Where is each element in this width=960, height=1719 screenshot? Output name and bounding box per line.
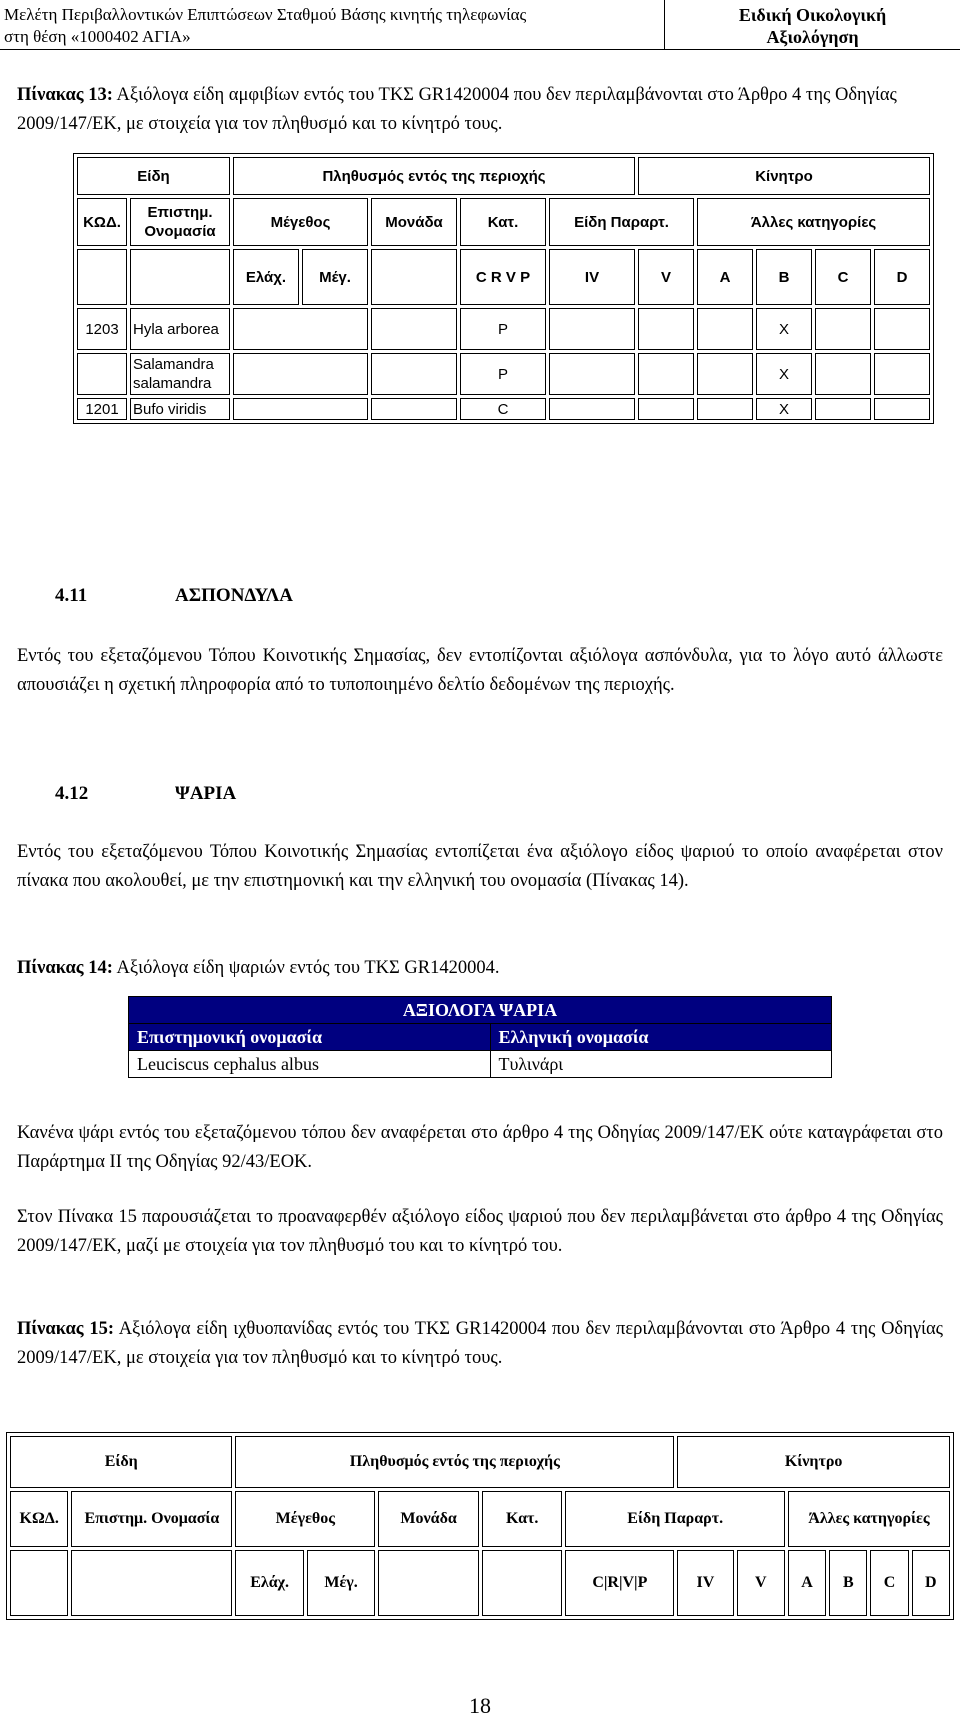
table15 <box>6 1432 954 1620</box>
section-title: ΑΣΠΟΝΔΥΛΑ <box>175 585 293 606</box>
header-section-title <box>665 0 960 53</box>
table13 <box>73 153 934 424</box>
t13-sub-crvp: C R V P <box>460 249 546 305</box>
t13-cell-c <box>815 398 871 420</box>
t15-sub-empty <box>378 1550 479 1616</box>
t13-cell-v <box>638 353 694 395</box>
t13-cell-cat: P <box>460 308 546 350</box>
t15-col-size: Μέγεθος <box>235 1491 375 1547</box>
t13-sub-max: Μέγ. <box>302 249 368 305</box>
t15-col-cat: Κατ. <box>482 1491 563 1547</box>
table-row <box>77 353 930 395</box>
table13-caption-label: Πίνακας 13: <box>17 85 113 105</box>
t15-group-motive: Κίνητρο <box>677 1436 950 1488</box>
t13-cell-code: 1201 <box>77 398 127 420</box>
t13-sub-d: D <box>874 249 930 305</box>
t13-col-sciname: Επιστημ. Ονομασία <box>130 198 230 246</box>
t13-cell-d <box>874 308 930 350</box>
paragraph-no-fish: Κανένα ψάρι εντός του εξεταζόμενου τόπου δεν αναφέρεται στο άρθρο 4 της Οδηγίας 2009/147/ΕΚ ούτε καταγράφεται στο Παράρτημα ΙΙ της Οδηγίας 92/43/ΕΟΚ. <box>17 1123 943 1172</box>
t15-sub-crvp: C|R|V|P <box>565 1550 674 1616</box>
t13-sub-iv: IV <box>549 249 635 305</box>
t13-group-motive: Κίνητρο <box>638 157 930 195</box>
t15-sub-d: D <box>912 1550 950 1616</box>
t13-col-size: Μέγεθος <box>233 198 368 246</box>
paragraph-table15-intro: Στον Πίνακα 15 παρουσιάζεται το προαναφερθέν αξιόλογο είδος ψαριού που δεν περιλαμβάνεται στο άρθρο 4 της Οδηγίας 2009/147/ΕΚ, μαζί με στοιχεία για τον πληθυσμό του και το κίνητρό του. <box>17 1207 943 1256</box>
t13-cell-name: Salamandra salamandra <box>130 353 230 395</box>
t13-col-cat: Κατ. <box>460 198 546 246</box>
t15-sub-v: V <box>737 1550 785 1616</box>
t13-col-other: Άλλες κατηγορίες <box>697 198 930 246</box>
t13-cell-iv <box>549 353 635 395</box>
t13-cell-size <box>233 398 368 420</box>
header-title-line2: στη θέση «1000402 ΑΓΙΑ» <box>4 27 191 46</box>
section-4-12-heading <box>55 783 236 805</box>
t15-sub-iv: IV <box>677 1550 733 1616</box>
t13-cell-a <box>697 353 753 395</box>
t15-col-annex: Είδη Παραρτ. <box>565 1491 784 1547</box>
t14-cell-scientific: Leuciscus cephalus albus <box>129 1051 491 1078</box>
header-section-line2: Αξιολόγηση <box>766 27 859 47</box>
t13-group-population: Πληθυσμός εντός της περιοχής <box>233 157 635 195</box>
t15-col-code: ΚΩΔ. <box>10 1491 68 1547</box>
t13-sub-a: A <box>697 249 753 305</box>
t13-cell-unit <box>371 353 457 395</box>
header-title-line1: Μελέτη Περιβαλλοντικών Επιπτώσεων Σταθμού Βάσης κινητής τηλεφωνίας <box>4 5 527 24</box>
table14 <box>128 996 832 1078</box>
t13-cell-code: 1203 <box>77 308 127 350</box>
t15-sub-min: Ελάχ. <box>235 1550 303 1616</box>
t13-sub-empty <box>371 249 457 305</box>
t13-col-annex: Είδη Παραρτ. <box>549 198 694 246</box>
table-row <box>129 1051 832 1078</box>
section-4-11-heading <box>55 585 293 607</box>
header-section-line1: Ειδική Οικολογική <box>738 5 887 25</box>
t15-sub-a: A <box>788 1550 826 1616</box>
t13-cell-unit <box>371 308 457 350</box>
t13-cell-size <box>233 353 368 395</box>
t13-cell-c <box>815 353 871 395</box>
t15-sub-empty <box>71 1550 232 1616</box>
t13-cell-d <box>874 353 930 395</box>
table15-caption-text: Αξιόλογα είδη ιχθυοπανίδας εντός του ΤΚΣ GR1420004 που δεν περιλαμβάνονται στο Άρθρο 4 της Οδηγίας 2009/147/ΕΚ, με στοιχεία για τον πληθυσμό και το κίνητρό τους. <box>17 1319 943 1368</box>
t15-col-sciname: Επιστημ. Ονομασία <box>71 1491 232 1547</box>
t13-cell-code <box>77 353 127 395</box>
t15-col-other: Άλλες κατηγορίες <box>788 1491 950 1547</box>
t13-sub-b: B <box>756 249 812 305</box>
page-header <box>0 0 960 50</box>
t13-cell-v <box>638 308 694 350</box>
table-row <box>77 398 930 420</box>
t13-cell-b: X <box>756 398 812 420</box>
table-row <box>77 308 930 350</box>
table15-caption <box>17 1315 943 1373</box>
t13-cell-name: Bufo viridis <box>130 398 230 420</box>
t14-cell-greek: Τυλινάρι <box>490 1051 832 1078</box>
section-4-11-paragraph: Εντός του εξεταζόμενου Τόπου Κοινοτικής Σημασίας, δεν εντοπίζονται αξιόλογα ασπόνδυλα, για το λόγο αυτό άλλωστε απουσιάζει η σχετική πληροφορία από το τυποποιημένο δελτίο δεδομένων της περιοχής. <box>17 646 943 695</box>
t14-title: ΑΞΙΟΛΟΓΑ ΨΑΡΙΑ <box>129 997 832 1024</box>
t13-sub-min: Ελάχ. <box>233 249 299 305</box>
t13-cell-iv <box>549 398 635 420</box>
t13-cell-b: X <box>756 353 812 395</box>
t15-group-species: Είδη <box>10 1436 232 1488</box>
t13-col-code: ΚΩΔ. <box>77 198 127 246</box>
table14-caption-label: Πίνακας 14: <box>17 958 113 978</box>
table14-caption <box>17 954 943 983</box>
section-number: 4.11 <box>55 585 88 606</box>
section-4-12-paragraph: Εντός του εξεταζόμενου Τόπου Κοινοτικής Σημασίας εντοπίζεται ένα αξιόλογο είδος ψαριού το οποίο αναφέρεται στον πίνακα που ακολουθεί, με την επιστημονική και την ελληνική του ονομασία (Πίνακας 14). <box>17 842 943 891</box>
t13-cell-b: X <box>756 308 812 350</box>
t13-sub-empty <box>130 249 230 305</box>
table13-caption-text: Αξιόλογα είδη αμφιβίων εντός του ΤΚΣ GR1420004 που δεν περιλαμβάνονται στο Άρθρο 4 της Οδηγίας 2009/147/ΕΚ, με στοιχεία για τον πληθυσμό και το κίνητρό τους. <box>17 85 897 134</box>
t15-sub-empty <box>10 1550 68 1616</box>
t13-cell-cat: C <box>460 398 546 420</box>
t15-sub-max: Μέγ. <box>307 1550 375 1616</box>
t14-col-greek: Ελληνική ονομασία <box>490 1024 832 1051</box>
t13-cell-cat: P <box>460 353 546 395</box>
t13-cell-a <box>697 308 753 350</box>
t13-cell-unit <box>371 398 457 420</box>
t13-col-unit: Μονάδα <box>371 198 457 246</box>
t13-cell-iv <box>549 308 635 350</box>
t13-cell-v <box>638 398 694 420</box>
table13-caption <box>17 81 943 139</box>
t13-group-species: Είδη <box>77 157 230 195</box>
t13-cell-d <box>874 398 930 420</box>
t13-cell-name: Hyla arborea <box>130 308 230 350</box>
page-number: 18 <box>469 1693 491 1718</box>
table15-caption-label: Πίνακας 15: <box>17 1319 114 1339</box>
table14-caption-text: Αξιόλογα είδη ψαριών εντός του ΤΚΣ GR1420004. <box>112 958 500 978</box>
t15-col-unit: Μονάδα <box>378 1491 479 1547</box>
header-document-title <box>0 0 665 49</box>
t13-cell-size <box>233 308 368 350</box>
t15-sub-empty <box>482 1550 563 1616</box>
t13-cell-c <box>815 308 871 350</box>
section-title: ΨΑΡΙΑ <box>175 783 237 804</box>
t13-sub-c: C <box>815 249 871 305</box>
section-number: 4.12 <box>55 783 89 804</box>
t15-group-population: Πληθυσμός εντός της περιοχής <box>235 1436 674 1488</box>
t15-sub-b: B <box>829 1550 867 1616</box>
t15-sub-c: C <box>870 1550 908 1616</box>
t13-cell-a <box>697 398 753 420</box>
t13-sub-v: V <box>638 249 694 305</box>
t14-col-scientific: Επιστημονική ονομασία <box>129 1024 491 1051</box>
t13-sub-empty <box>77 249 127 305</box>
